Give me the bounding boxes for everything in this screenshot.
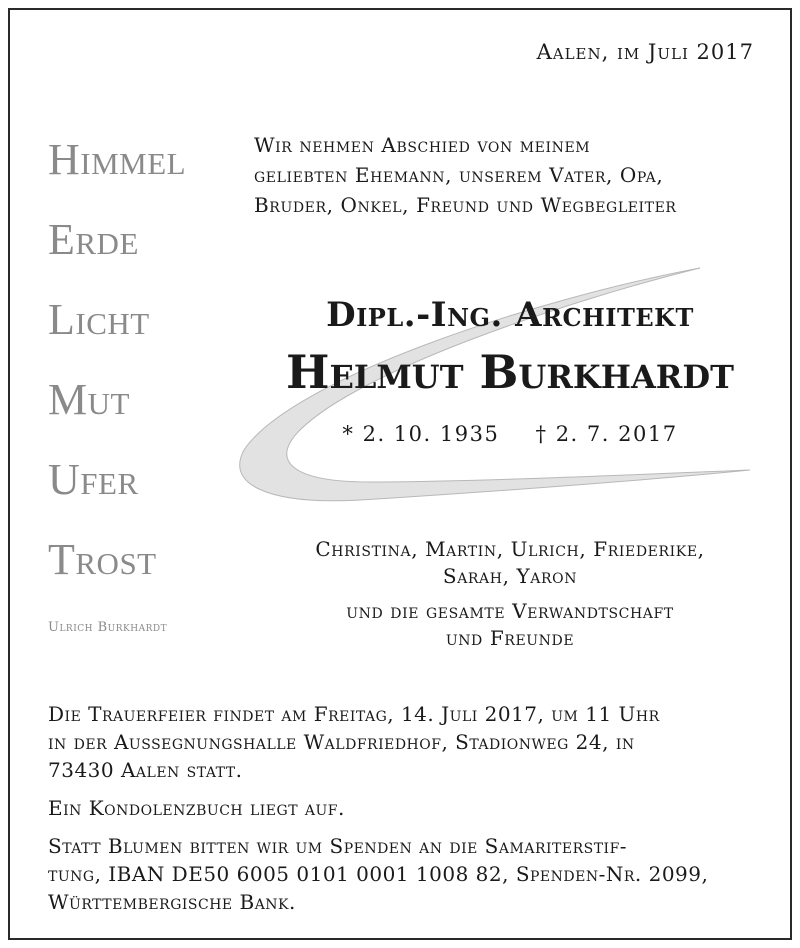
- funeral-notice: [48, 700, 753, 926]
- intro-line: Bruder, Onkel, Freund und Wegbegleiter: [254, 193, 677, 217]
- poem-word: Trost: [48, 535, 157, 584]
- poem-word: Ufer: [48, 455, 139, 504]
- funeral-info: [48, 700, 753, 784]
- funeral-line: 73430 Aalen statt.: [48, 758, 243, 782]
- condolence-line: Ein Kondolenzbuch liegt auf.: [48, 796, 345, 820]
- poem-words: [48, 130, 238, 610]
- place-date: Aalen, im Juli 2017: [536, 40, 754, 64]
- life-dates: [250, 422, 770, 446]
- deceased-name: Helmut Burkhardt: [286, 345, 734, 399]
- poem-word: Mut: [48, 375, 130, 424]
- mourner-line: Sarah, Yaron: [442, 564, 578, 588]
- deceased-title: Dipl.-Ing. Architekt: [326, 295, 694, 335]
- donation-line: Statt Blumen bitten wir um Spenden an die Samariterstif-: [48, 834, 628, 858]
- poem-author: Ulrich Burkhardt: [48, 620, 168, 635]
- intro-line: Wir nehmen Abschied von meinem: [254, 133, 591, 157]
- donation-info: [48, 832, 753, 916]
- poem-word: Himmel: [48, 135, 187, 184]
- donation-line: tung, IBAN DE50 6005 0101 0001 1008 82, Spenden-Nr. 2099,: [48, 862, 709, 886]
- mourner-line: Christina, Martin, Ulrich, Friederike,: [315, 537, 705, 561]
- family-line: und Freunde: [445, 626, 575, 650]
- mourner-names: [250, 536, 770, 590]
- poem-word: Licht: [48, 295, 150, 344]
- donation-line: Württembergische Bank.: [48, 890, 296, 914]
- funeral-line: Die Trauerfeier findet am Freitag, 14. Juli 2017, um 11 Uhr: [48, 702, 660, 726]
- poem-word: Erde: [48, 215, 139, 264]
- intro-line: geliebten Ehemann, unserem Vater, Opa,: [254, 163, 664, 187]
- mourner-family: [250, 598, 770, 652]
- funeral-line: in der Aussegnungshalle Waldfriedhof, Stadionweg 24, in: [48, 730, 635, 754]
- birth-date: * 2. 10. 1935: [342, 422, 500, 446]
- intro-text: [254, 130, 754, 220]
- condolence-info: [48, 794, 753, 822]
- family-line: und die gesamte Verwandtschaft: [346, 599, 674, 623]
- death-date: † 2. 7. 2017: [535, 422, 678, 446]
